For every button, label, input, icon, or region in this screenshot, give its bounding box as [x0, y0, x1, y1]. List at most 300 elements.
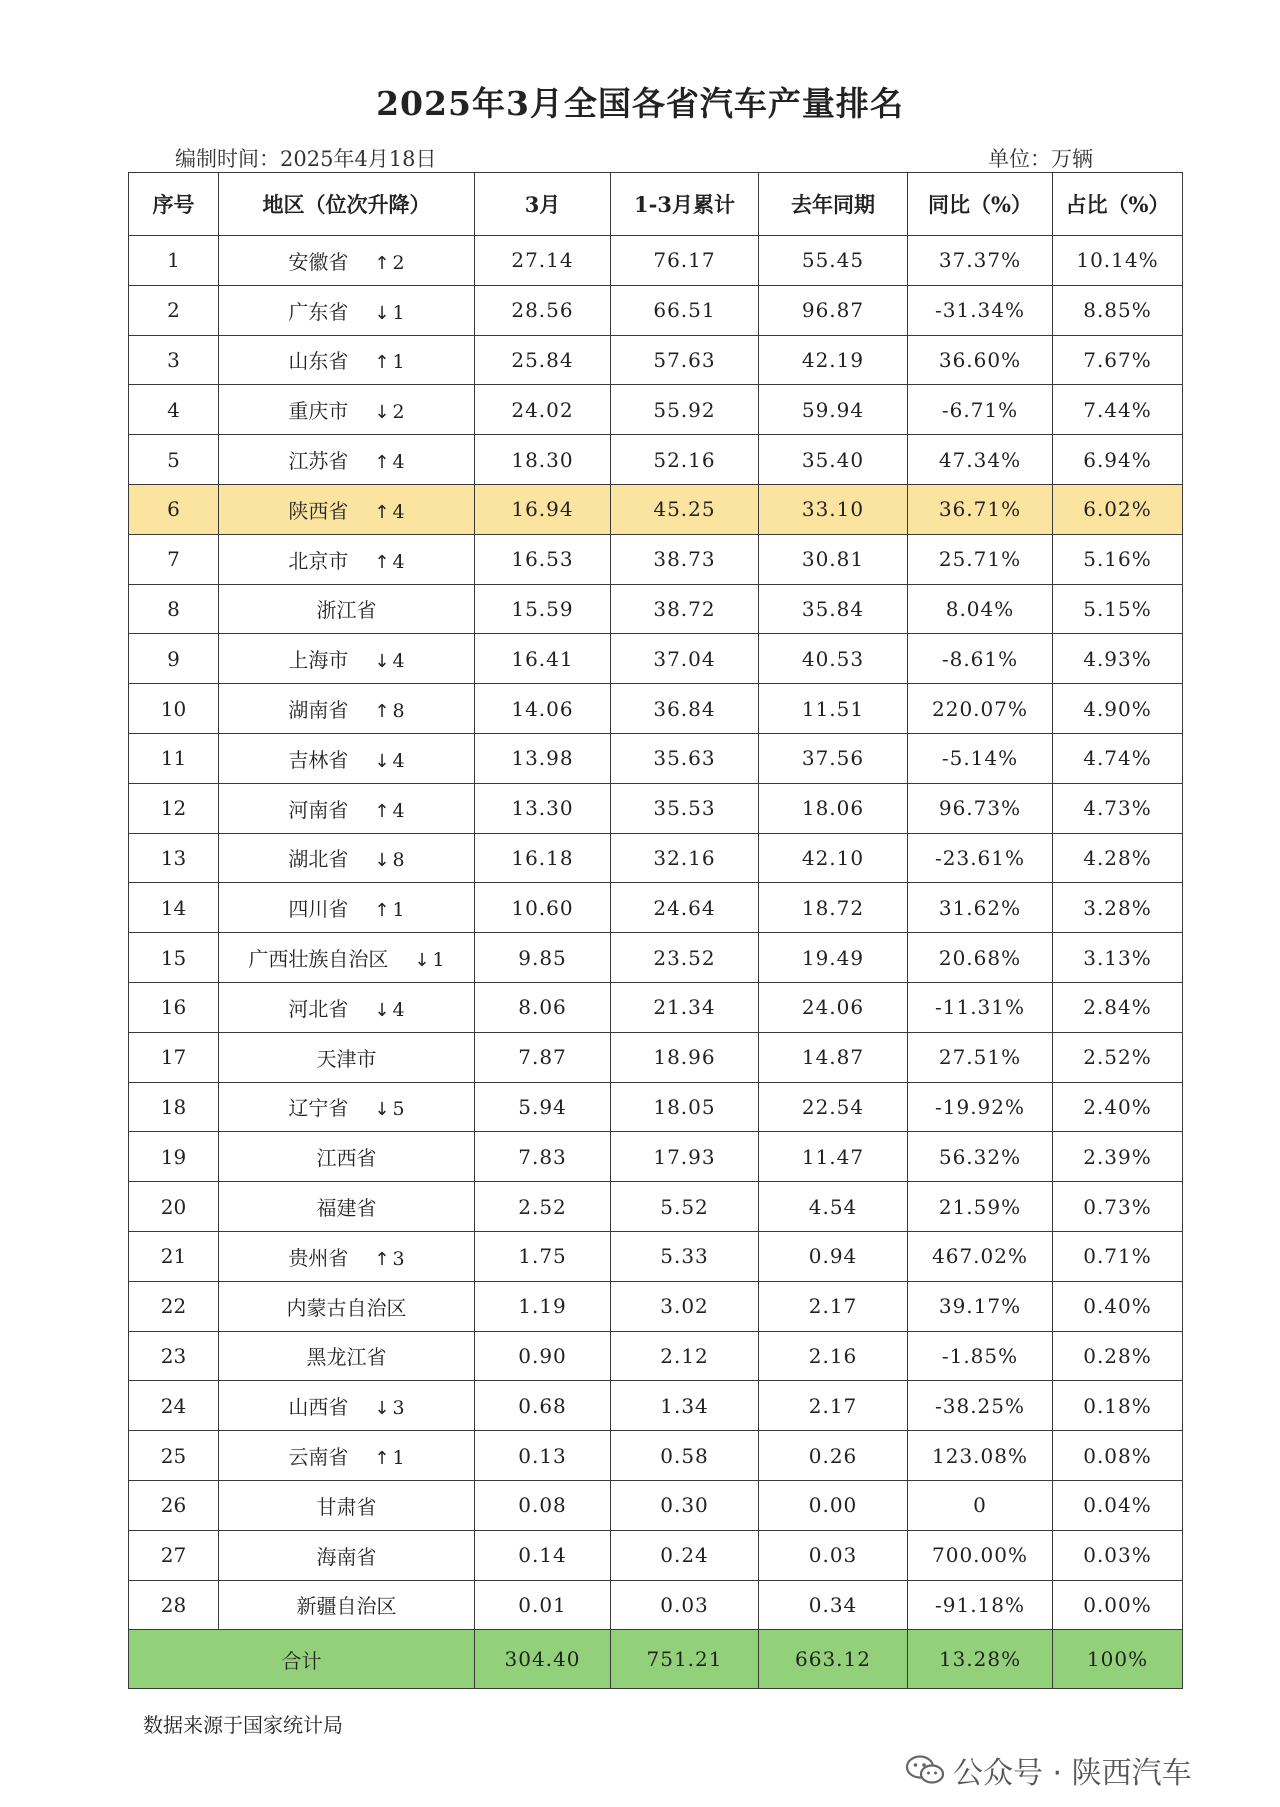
march-cell: 5.94	[475, 1082, 611, 1132]
rank-change-value: 1	[392, 351, 405, 374]
rank-change	[374, 1098, 404, 1120]
table-row	[129, 1231, 1183, 1281]
yoy-cell: -8.61%	[908, 634, 1053, 684]
region-name: 天津市	[316, 1046, 377, 1071]
region-cell	[219, 1082, 475, 1132]
rank-cell: 3	[129, 335, 219, 385]
rank-cell: 6	[129, 484, 219, 534]
table-row	[129, 833, 1183, 883]
table-row	[129, 1580, 1183, 1630]
region-name: 江西省	[316, 1146, 377, 1171]
yoy-cell: -38.25%	[908, 1381, 1053, 1431]
share-cell: 0.03%	[1053, 1530, 1183, 1580]
region-cell	[219, 335, 475, 385]
table-row	[129, 1032, 1183, 1082]
rank-change	[374, 351, 404, 373]
rank-cell: 9	[129, 634, 219, 684]
last-year-cell: 11.47	[759, 1132, 908, 1182]
share-cell: 10.14%	[1053, 236, 1183, 286]
cumulative-cell: 36.84	[611, 684, 759, 734]
last-year-cell: 30.81	[759, 534, 908, 584]
region-cell	[219, 1032, 475, 1082]
cumulative-cell: 32.16	[611, 833, 759, 883]
yoy-cell: 27.51%	[908, 1032, 1053, 1082]
rank-change	[374, 750, 404, 772]
table-row	[129, 484, 1183, 534]
total-label: 合计	[129, 1630, 475, 1689]
region-cell	[219, 1132, 475, 1182]
last-year-cell: 22.54	[759, 1082, 908, 1132]
rank-cell: 28	[129, 1580, 219, 1630]
table-row	[129, 1182, 1183, 1232]
header-cumulative: 1-3月累计	[611, 173, 759, 236]
last-year-cell: 18.72	[759, 883, 908, 933]
last-year-cell: 2.17	[759, 1381, 908, 1431]
region-cell	[219, 1580, 475, 1630]
arrow-up-icon: ↑	[374, 900, 390, 922]
arrow-up-icon: ↑	[374, 800, 390, 822]
arrow-down-icon: ↓	[374, 1099, 390, 1121]
cumulative-cell: 76.17	[611, 236, 759, 286]
region-cell	[219, 484, 475, 534]
arrow-up-icon: ↑	[374, 701, 390, 723]
share-cell: 4.90%	[1053, 684, 1183, 734]
total-cumulative: 751.21	[611, 1630, 759, 1689]
share-cell: 2.40%	[1053, 1082, 1183, 1132]
march-cell: 25.84	[475, 335, 611, 385]
arrow-up-icon: ↑	[374, 501, 390, 523]
rank-change-value: 4	[392, 451, 405, 474]
table-row	[129, 1082, 1183, 1132]
last-year-cell: 42.19	[759, 335, 908, 385]
cumulative-cell: 5.52	[611, 1182, 759, 1232]
share-cell: 5.15%	[1053, 584, 1183, 634]
march-cell: 0.01	[475, 1580, 611, 1630]
region-cell	[219, 733, 475, 783]
rank-change	[374, 501, 404, 523]
header-march: 3月	[475, 173, 611, 236]
header-row	[129, 173, 1183, 236]
table-row	[129, 1331, 1183, 1381]
arrow-down-icon: ↓	[374, 1398, 390, 1420]
yoy-cell: 0	[908, 1480, 1053, 1530]
table-row	[129, 534, 1183, 584]
last-year-cell: 14.87	[759, 1032, 908, 1082]
region-cell	[219, 634, 475, 684]
march-cell: 10.60	[475, 883, 611, 933]
table-row	[129, 1530, 1183, 1580]
region-name: 山东省	[288, 349, 349, 374]
region-cell	[219, 1231, 475, 1281]
arrow-up-icon: ↑	[374, 452, 390, 474]
last-year-cell: 24.06	[759, 982, 908, 1032]
rank-cell: 21	[129, 1231, 219, 1281]
cumulative-cell: 24.64	[611, 883, 759, 933]
cumulative-cell: 1.34	[611, 1381, 759, 1431]
rank-change	[374, 1397, 404, 1419]
march-cell: 16.41	[475, 634, 611, 684]
rank-change-value: 4	[392, 998, 405, 1021]
total-last-year: 663.12	[759, 1630, 908, 1689]
rank-cell: 27	[129, 1530, 219, 1580]
share-cell: 6.94%	[1053, 435, 1183, 485]
table-row	[129, 584, 1183, 634]
rank-change	[374, 551, 404, 573]
yoy-cell: 47.34%	[908, 435, 1053, 485]
march-cell: 28.56	[475, 285, 611, 335]
last-year-cell: 33.10	[759, 484, 908, 534]
rank-change	[414, 949, 444, 971]
region-cell	[219, 684, 475, 734]
watermark-text: 公众号 · 陕西汽车	[953, 1756, 1192, 1791]
cumulative-cell: 2.12	[611, 1331, 759, 1381]
region-name: 吉林省	[288, 747, 349, 772]
last-year-cell: 0.34	[759, 1580, 908, 1630]
total-share: 100%	[1053, 1630, 1183, 1689]
rank-cell: 17	[129, 1032, 219, 1082]
rank-change-value: 8	[392, 700, 405, 723]
march-cell: 1.75	[475, 1231, 611, 1281]
rank-change	[374, 999, 404, 1021]
share-cell: 4.28%	[1053, 833, 1183, 883]
yoy-cell: 36.60%	[908, 335, 1053, 385]
rank-cell: 5	[129, 435, 219, 485]
march-cell: 7.83	[475, 1132, 611, 1182]
yoy-cell: 467.02%	[908, 1231, 1053, 1281]
rank-cell: 2	[129, 285, 219, 335]
march-cell: 16.53	[475, 534, 611, 584]
cumulative-cell: 18.05	[611, 1082, 759, 1132]
cumulative-cell: 35.53	[611, 783, 759, 833]
share-cell: 0.73%	[1053, 1182, 1183, 1232]
region-name: 广西壮族自治区	[248, 947, 389, 972]
last-year-cell: 40.53	[759, 634, 908, 684]
share-cell: 0.08%	[1053, 1431, 1183, 1481]
share-cell: 2.52%	[1053, 1032, 1183, 1082]
march-cell: 16.94	[475, 484, 611, 534]
cumulative-cell: 5.33	[611, 1231, 759, 1281]
table-row	[129, 285, 1183, 335]
compile-date: 编制时间：2025年4月18日	[175, 147, 437, 171]
rank-cell: 15	[129, 933, 219, 983]
rank-cell: 14	[129, 883, 219, 933]
cumulative-cell: 0.30	[611, 1480, 759, 1530]
rank-change	[374, 1447, 404, 1469]
table-row	[129, 1381, 1183, 1431]
share-cell: 0.04%	[1053, 1480, 1183, 1530]
region-name: 陕西省	[288, 498, 349, 523]
rank-cell: 12	[129, 783, 219, 833]
march-cell: 14.06	[475, 684, 611, 734]
yoy-cell: 96.73%	[908, 783, 1053, 833]
rank-change-value: 1	[392, 301, 405, 324]
region-cell	[219, 1530, 475, 1580]
last-year-cell: 35.40	[759, 435, 908, 485]
march-cell: 15.59	[475, 584, 611, 634]
share-cell: 4.74%	[1053, 733, 1183, 783]
region-name: 云南省	[288, 1445, 349, 1470]
region-cell	[219, 435, 475, 485]
cumulative-cell: 55.92	[611, 385, 759, 435]
table-row	[129, 933, 1183, 983]
rank-cell: 18	[129, 1082, 219, 1132]
region-name: 重庆市	[288, 399, 349, 424]
yoy-cell: 21.59%	[908, 1182, 1053, 1232]
region-cell	[219, 833, 475, 883]
region-cell	[219, 1331, 475, 1381]
last-year-cell: 55.45	[759, 236, 908, 286]
last-year-cell: 0.26	[759, 1431, 908, 1481]
share-cell: 2.39%	[1053, 1132, 1183, 1182]
cumulative-cell: 3.02	[611, 1281, 759, 1331]
table-row	[129, 733, 1183, 783]
rank-cell: 10	[129, 684, 219, 734]
table-row	[129, 1480, 1183, 1530]
share-cell: 0.40%	[1053, 1281, 1183, 1331]
march-cell: 18.30	[475, 435, 611, 485]
rank-cell: 25	[129, 1431, 219, 1481]
cumulative-cell: 23.52	[611, 933, 759, 983]
arrow-down-icon: ↓	[374, 850, 390, 872]
region-name: 北京市	[288, 548, 349, 573]
cumulative-cell: 45.25	[611, 484, 759, 534]
region-name: 甘肃省	[316, 1494, 377, 1519]
region-name: 湖南省	[288, 698, 349, 723]
rank-change-value: 3	[392, 1397, 405, 1420]
arrow-down-icon: ↓	[374, 750, 390, 772]
rank-change	[374, 899, 404, 921]
wechat-icon	[905, 1754, 945, 1786]
cumulative-cell: 21.34	[611, 982, 759, 1032]
yoy-cell: -11.31%	[908, 982, 1053, 1032]
cumulative-cell: 18.96	[611, 1032, 759, 1082]
total-march: 304.40	[475, 1630, 611, 1689]
last-year-cell: 4.54	[759, 1182, 908, 1232]
region-name: 河南省	[288, 797, 349, 822]
yoy-cell: -23.61%	[908, 833, 1053, 883]
table-row	[129, 982, 1183, 1032]
march-cell: 27.14	[475, 236, 611, 286]
cumulative-cell: 0.24	[611, 1530, 759, 1580]
yoy-cell: 700.00%	[908, 1530, 1053, 1580]
rank-change	[374, 252, 404, 274]
rank-change-value: 1	[432, 949, 445, 972]
yoy-cell: 36.71%	[908, 484, 1053, 534]
table-row	[129, 684, 1183, 734]
last-year-cell: 2.17	[759, 1281, 908, 1331]
march-cell: 24.02	[475, 385, 611, 435]
yoy-cell: 220.07%	[908, 684, 1053, 734]
share-cell: 3.28%	[1053, 883, 1183, 933]
region-name: 上海市	[288, 648, 349, 673]
region-name: 河北省	[288, 996, 349, 1021]
yoy-cell: -5.14%	[908, 733, 1053, 783]
arrow-down-icon: ↓	[374, 402, 390, 424]
rank-cell: 4	[129, 385, 219, 435]
region-cell	[219, 236, 475, 286]
rank-cell: 16	[129, 982, 219, 1032]
arrow-up-icon: ↑	[374, 352, 390, 374]
last-year-cell: 42.10	[759, 833, 908, 883]
region-cell	[219, 982, 475, 1032]
ranking-table	[128, 172, 1183, 1689]
rank-cell: 22	[129, 1281, 219, 1331]
cumulative-cell: 35.63	[611, 733, 759, 783]
share-cell: 0.00%	[1053, 1580, 1183, 1630]
region-name: 四川省	[288, 897, 349, 922]
march-cell: 1.19	[475, 1281, 611, 1331]
region-cell	[219, 1381, 475, 1431]
march-cell: 9.85	[475, 933, 611, 983]
rank-cell: 24	[129, 1381, 219, 1431]
rank-change	[374, 302, 404, 324]
region-name: 辽宁省	[288, 1096, 349, 1121]
region-name: 新疆自治区	[296, 1594, 397, 1619]
region-cell	[219, 584, 475, 634]
march-cell: 2.52	[475, 1182, 611, 1232]
last-year-cell: 35.84	[759, 584, 908, 634]
rank-change-value: 4	[392, 500, 405, 523]
yoy-cell: 31.62%	[908, 883, 1053, 933]
region-name: 黑龙江省	[306, 1345, 387, 1370]
yoy-cell: -31.34%	[908, 285, 1053, 335]
rank-cell: 7	[129, 534, 219, 584]
total-yoy: 13.28%	[908, 1630, 1053, 1689]
yoy-cell: -19.92%	[908, 1082, 1053, 1132]
march-cell: 0.68	[475, 1381, 611, 1431]
region-cell	[219, 883, 475, 933]
cumulative-cell: 38.72	[611, 584, 759, 634]
yoy-cell: 20.68%	[908, 933, 1053, 983]
last-year-cell: 18.06	[759, 783, 908, 833]
last-year-cell: 0.00	[759, 1480, 908, 1530]
share-cell: 6.02%	[1053, 484, 1183, 534]
share-cell: 7.44%	[1053, 385, 1183, 435]
table-row	[129, 1431, 1183, 1481]
yoy-cell: 123.08%	[908, 1431, 1053, 1481]
cumulative-cell: 38.73	[611, 534, 759, 584]
yoy-cell: 39.17%	[908, 1281, 1053, 1331]
arrow-down-icon: ↓	[414, 950, 430, 972]
march-cell: 13.30	[475, 783, 611, 833]
rank-change	[374, 1248, 404, 1270]
table-row	[129, 634, 1183, 684]
table-row	[129, 385, 1183, 435]
rank-cell: 20	[129, 1182, 219, 1232]
unit-label: 单位：万辆	[988, 147, 1093, 171]
region-cell	[219, 285, 475, 335]
march-cell: 0.08	[475, 1480, 611, 1530]
rank-cell: 1	[129, 236, 219, 286]
last-year-cell: 0.03	[759, 1530, 908, 1580]
last-year-cell: 0.94	[759, 1231, 908, 1281]
share-cell: 7.67%	[1053, 335, 1183, 385]
table-row	[129, 1281, 1183, 1331]
rank-change	[374, 650, 404, 672]
yoy-cell: -1.85%	[908, 1331, 1053, 1381]
cumulative-cell: 66.51	[611, 285, 759, 335]
header-share: 占比（%）	[1053, 173, 1183, 236]
region-cell	[219, 1182, 475, 1232]
yoy-cell: 37.37%	[908, 236, 1053, 286]
region-cell	[219, 1431, 475, 1481]
arrow-up-icon: ↑	[374, 252, 390, 274]
share-cell: 2.84%	[1053, 982, 1183, 1032]
rank-change-value: 4	[392, 550, 405, 573]
march-cell: 8.06	[475, 982, 611, 1032]
rank-change-value: 2	[392, 251, 405, 274]
yoy-cell: 8.04%	[908, 584, 1053, 634]
arrow-up-icon: ↑	[374, 1448, 390, 1470]
share-cell: 0.28%	[1053, 1331, 1183, 1381]
table-row	[129, 883, 1183, 933]
share-cell: 3.13%	[1053, 933, 1183, 983]
total-row	[129, 1630, 1183, 1689]
rank-change-value: 8	[392, 849, 405, 872]
region-name: 海南省	[316, 1544, 377, 1569]
region-cell	[219, 933, 475, 983]
share-cell: 4.73%	[1053, 783, 1183, 833]
rank-cell: 26	[129, 1480, 219, 1530]
rank-change-value: 3	[392, 1247, 405, 1270]
rank-change-value: 4	[392, 650, 405, 673]
rank-change	[374, 401, 404, 423]
march-cell: 16.18	[475, 833, 611, 883]
arrow-up-icon: ↑	[374, 551, 390, 573]
march-cell: 0.14	[475, 1530, 611, 1580]
region-name: 贵州省	[288, 1245, 349, 1270]
yoy-cell: 25.71%	[908, 534, 1053, 584]
yoy-cell: -6.71%	[908, 385, 1053, 435]
region-name: 安徽省	[288, 249, 349, 274]
march-cell: 13.98	[475, 733, 611, 783]
last-year-cell: 96.87	[759, 285, 908, 335]
rank-change-value: 5	[392, 1098, 405, 1121]
page-title: 2025年3月全国各省汽车产量排名	[376, 84, 904, 123]
rank-change-value: 2	[392, 401, 405, 424]
share-cell: 8.85%	[1053, 285, 1183, 335]
last-year-cell: 11.51	[759, 684, 908, 734]
watermark	[905, 1748, 1192, 1792]
rank-change-value: 4	[392, 799, 405, 822]
cumulative-cell: 17.93	[611, 1132, 759, 1182]
rank-change	[374, 451, 404, 473]
table-row	[129, 335, 1183, 385]
region-name: 广东省	[288, 299, 349, 324]
table-row	[129, 1132, 1183, 1182]
region-cell	[219, 385, 475, 435]
region-name: 福建省	[316, 1196, 377, 1221]
arrow-up-icon: ↑	[374, 1248, 390, 1270]
header-rank: 序号	[129, 173, 219, 236]
march-cell: 0.90	[475, 1331, 611, 1381]
region-cell	[219, 1480, 475, 1530]
cumulative-cell: 57.63	[611, 335, 759, 385]
data-source-note: 数据来源于国家统计局	[143, 1713, 343, 1737]
rank-change-value: 4	[392, 749, 405, 772]
region-cell	[219, 1281, 475, 1331]
table-row	[129, 783, 1183, 833]
share-cell: 0.71%	[1053, 1231, 1183, 1281]
rank-change	[374, 700, 404, 722]
march-cell: 7.87	[475, 1032, 611, 1082]
table-row	[129, 435, 1183, 485]
header-yoy: 同比（%）	[908, 173, 1053, 236]
rank-change	[374, 849, 404, 871]
share-cell: 0.18%	[1053, 1381, 1183, 1431]
cumulative-cell: 37.04	[611, 634, 759, 684]
region-name: 浙江省	[316, 598, 377, 623]
